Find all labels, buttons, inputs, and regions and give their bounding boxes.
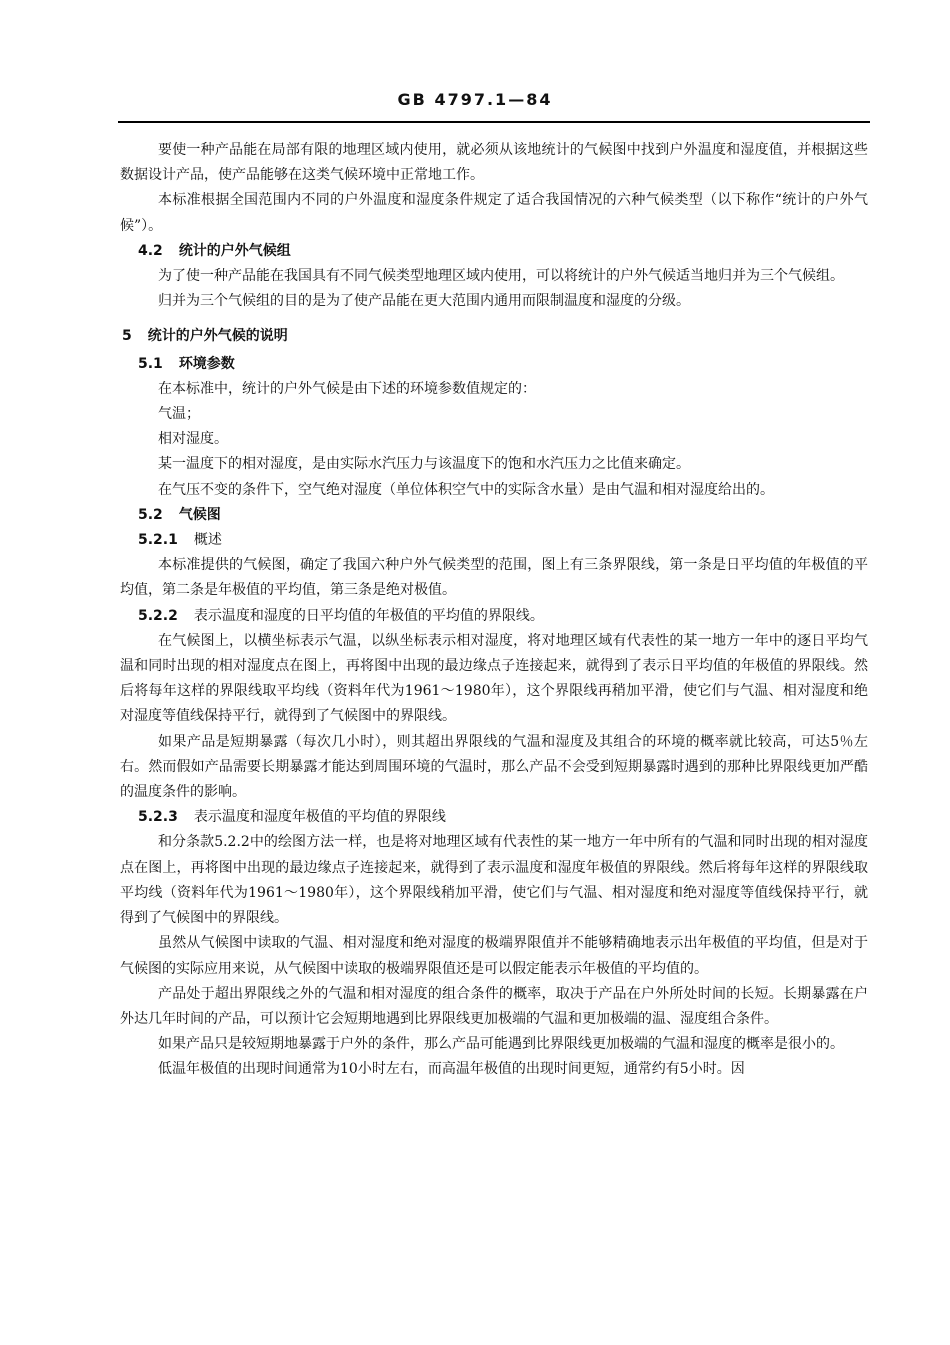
section-title: 气候图 <box>178 506 221 523</box>
paragraph: 产品处于超出界限线之外的气温和相对湿度的组合条件的概率，取决于产品在户外所处时间的长短。长期暴露在户外达几年时间的产品，可以预计它会短期地遇到比界限线更加极端的气温和更加极端的温、湿度组合条件。 <box>120 985 868 1027</box>
section-heading-5-2-2 <box>120 604 868 629</box>
paragraph: 在本标准中，统计的户外气候是由下述的环境参数值规定的： <box>158 380 536 397</box>
section-number: 5.2 <box>138 506 163 523</box>
header-rule <box>118 121 870 123</box>
section-title: 环境参数 <box>178 355 235 372</box>
paragraph: 气温； <box>158 406 200 423</box>
paragraph: 如果产品只是较短期地暴露于户外的条件，那么产品可能遇到比界限线更加极端的气温和湿度的概率是很小的。 <box>158 1036 844 1053</box>
section-heading-5-2 <box>120 503 868 528</box>
section-heading-5-2-1 <box>120 528 868 553</box>
paragraph: 在气压不变的条件下，空气绝对湿度（单位体积空气中的实际含水量）是由气温和相对湿度给出的。 <box>158 481 774 498</box>
paragraph: 要使一种产品能在局部有限的地理区域内使用，就必须从该地统计的气候图中找到户外温度和湿度值，并根据这些数据设计产品，使产品能够在这类气候环境中正常地工作。 <box>120 142 868 184</box>
section-number: 5 <box>122 328 132 345</box>
paragraph: 归并为三个气候组的目的是为了使产品能在更大范围内通用而限制温度和湿度的分级。 <box>158 293 690 310</box>
standard-code-header: GB 4797.1—84 <box>397 90 553 109</box>
section-number: 5.2.2 <box>138 607 178 624</box>
section-number: 5.2.1 <box>138 532 178 549</box>
paragraph: 本标准根据全国范围内不同的户外温度和湿度条件规定了适合我国情况的六种气候类型（以下称作“统计的户外气候”）。 <box>120 192 868 234</box>
paragraph: 本标准提供的气候图，确定了我国六种户外气候类型的范围，图上有三条界限线，第一条是日平均值的年极值的平均值，第二条是年极值的平均值，第三条是绝对极值。 <box>120 557 868 599</box>
section-heading-5-1 <box>120 352 868 377</box>
paragraph: 低温年极值的出现时间通常为10小时左右，而高温年极值的出现时间更短，通常约有5小时。因 <box>158 1061 745 1078</box>
section-number: 5.2.3 <box>138 809 178 826</box>
paragraph: 虽然从气候图中读取的气温、相对湿度和绝对湿度的极端界限值并不能够精确地表示出年极值的平均值，但是对于气候图的实际应用来说，从气候图中读取的极端界限值还是可以假定能表示年极值的平均值的。 <box>120 935 868 977</box>
section-title: 统计的户外气候的说明 <box>147 328 288 345</box>
section-title: 统计的户外气候组 <box>178 242 291 259</box>
section-heading-5 <box>120 324 868 349</box>
section-title: 表示温度和湿度年极值的平均值的界限线 <box>193 809 446 826</box>
section-title: 概述 <box>193 532 222 549</box>
paragraph: 在气候图上，以横坐标表示气温，以纵坐标表示相对湿度，将对地理区域有代表性的某一地方一年中的逐日平均气温和同时出现的相对湿度点在图上，再将图中出现的最边缘点子连接起来，就得到了表示日平均值的年极值的界限线。然后将每年这样的界限线取平均线（资料年代为1961～1980年），这个界限线再稍加平滑，使它们与气温、相对湿度和绝对湿度等值线保持平行，就得到了气候图中的界限线。 <box>120 632 868 725</box>
section-number: 4.2 <box>138 242 163 259</box>
paragraph: 为了使一种产品能在我国具有不同气候类型地理区域内使用，可以将统计的户外气候适当地归并为三个气候组。 <box>158 268 844 285</box>
section-heading-5-2-3 <box>120 805 868 830</box>
paragraph: 如果产品是短期暴露（每次几小时），则其超出界限线的气温和湿度及其组合的环境的概率就比较高，可达5％左右。然而假如产品需要长期暴露才能达到周围环境的气温时，那么产品不会受到短期暴露时遇到的那种比界限线更加严酷的温度条件的影响。 <box>120 733 868 801</box>
paragraph: 相对湿度。 <box>158 431 228 448</box>
section-title: 表示温度和湿度的日平均值的年极值的平均值的界限线。 <box>193 607 544 624</box>
paragraph: 某一温度下的相对湿度，是由实际水汽压力与该温度下的饱和水汽压力之比值来确定。 <box>158 456 690 473</box>
document-body <box>120 138 868 1083</box>
section-number: 5.1 <box>138 355 163 372</box>
section-heading-4-2 <box>120 239 868 264</box>
paragraph: 和分条款5.2.2中的绘图方法一样，也是将对地理区域有代表性的某一地方一年中所有的气温和同时出现的相对湿度点在图上，再将图中出现的最边缘点子连接起来，就得到了表示温度和湿度年极值的界限线。然后将每年这样的界限线取平均线（资料年代为1961～1980年），这个界限线稍加平滑，使它们与气温、相对湿度和绝对湿度等值线保持平行，就得到了气候图中的界限线。 <box>120 834 868 927</box>
